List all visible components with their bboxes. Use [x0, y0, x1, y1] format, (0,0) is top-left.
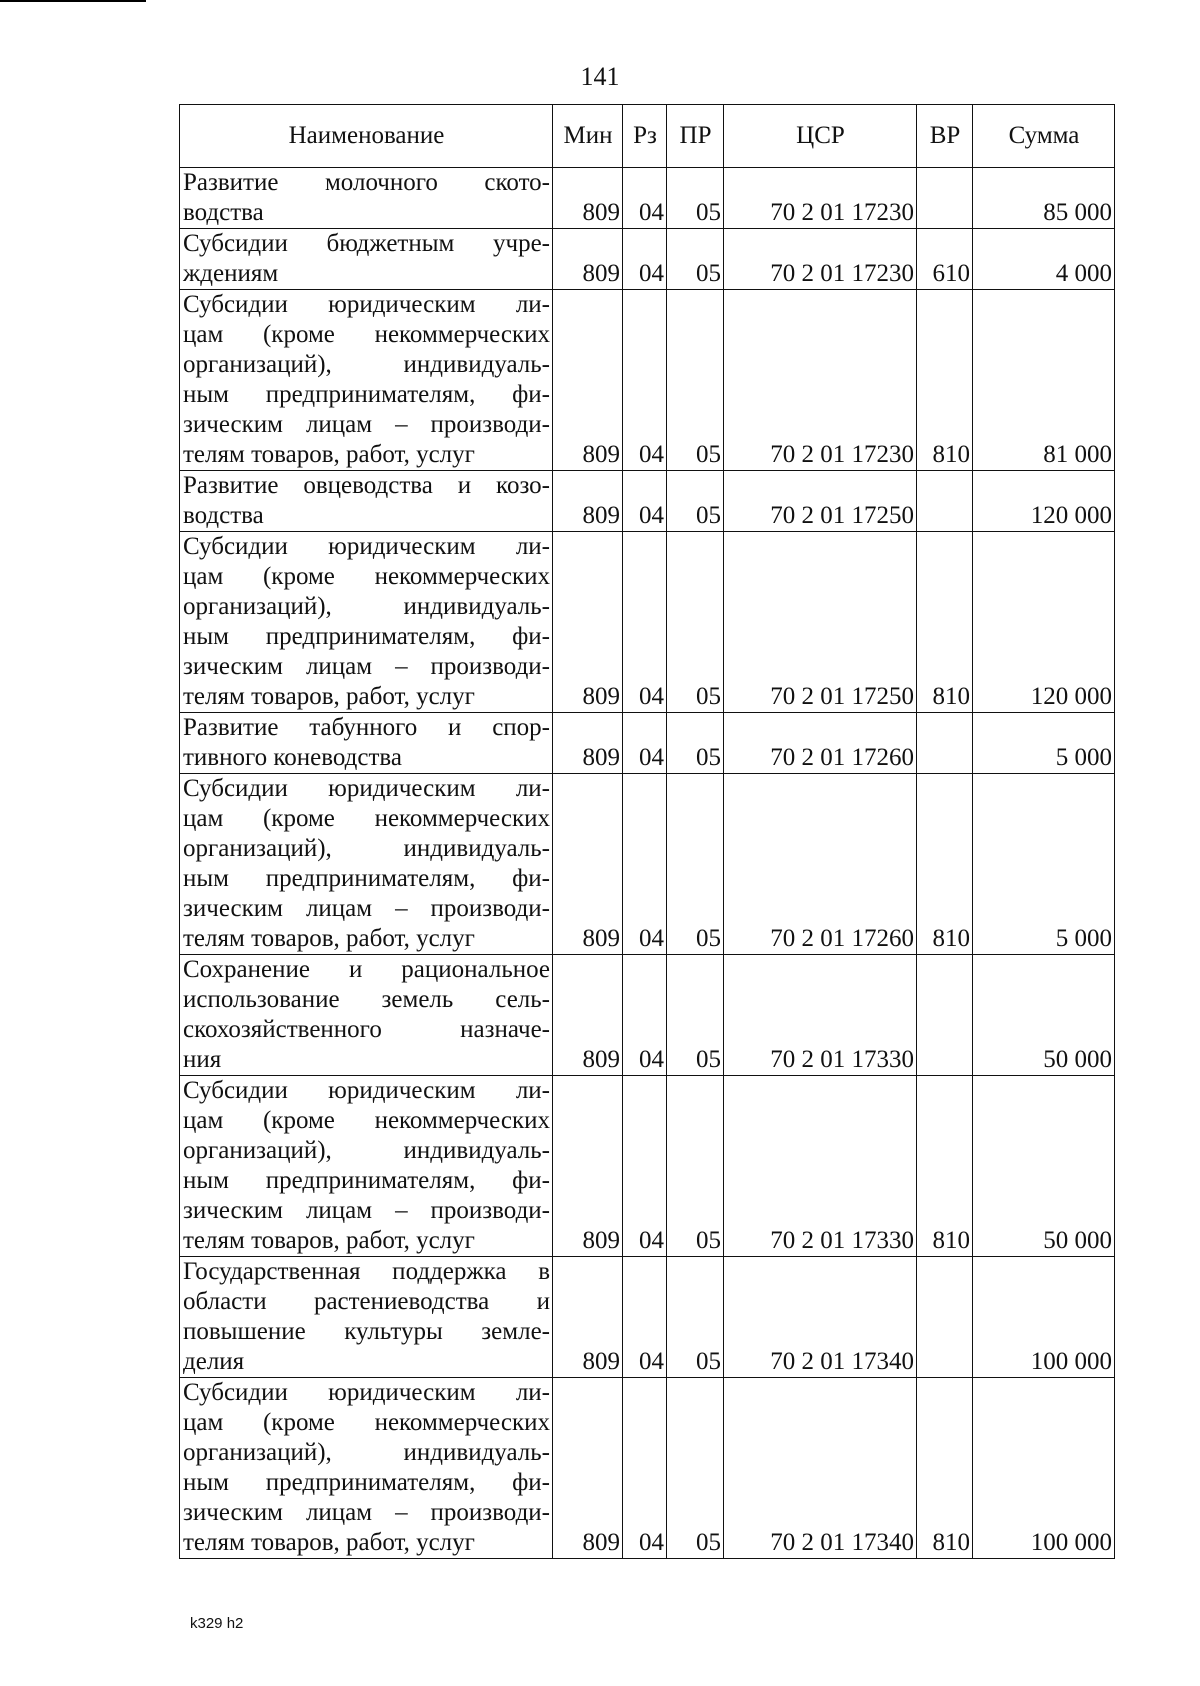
header-csr: ЦСР: [724, 105, 917, 168]
table-row: [180, 290, 1115, 471]
row-min: 809: [553, 532, 623, 713]
row-name-line: Сохранение и рациональное: [183, 956, 550, 983]
table-row: [180, 168, 1115, 229]
row-name-line: ным предпринимателям, фи-: [183, 1167, 550, 1194]
row-pr: 05: [667, 471, 724, 532]
row-name: [180, 713, 553, 774]
row-name-line: скохозяйственного назначе-: [183, 1016, 550, 1043]
row-min: 809: [553, 290, 623, 471]
row-name-line: Субсидии юридическим ли-: [183, 533, 550, 560]
row-rz: 04: [623, 955, 667, 1076]
row-min: 809: [553, 1257, 623, 1378]
header-sum: Сумма: [973, 105, 1115, 168]
row-name-line: цам (кроме некоммерческих: [183, 805, 550, 832]
row-name-line: организаций), индивидуаль-: [183, 1137, 550, 1164]
row-vr: 810: [917, 1076, 973, 1257]
row-min: 809: [553, 713, 623, 774]
row-vr: 810: [917, 532, 973, 713]
row-csr: 70 2 01 17260: [724, 774, 917, 955]
row-name: [180, 1378, 553, 1559]
row-min: 809: [553, 955, 623, 1076]
row-name-line: ным предпринимателям, фи-: [183, 865, 550, 892]
row-name-line: Государственная поддержка в: [183, 1258, 550, 1285]
header-pr: ПР: [667, 105, 724, 168]
table-row: [180, 229, 1115, 290]
row-name-line: зическим лицам – производи-: [183, 1197, 550, 1224]
row-name-line: организаций), индивидуаль-: [183, 351, 550, 378]
row-pr: 05: [667, 1378, 724, 1559]
row-sum: 85 000: [973, 168, 1115, 229]
row-name-line: ния: [183, 1046, 222, 1073]
row-name-line: Субсидии юридическим ли-: [183, 1379, 550, 1406]
header-name: Наименование: [180, 105, 553, 168]
row-sum: 5 000: [973, 774, 1115, 955]
row-name-line: зическим лицам – производи-: [183, 411, 550, 438]
row-name-line: зическим лицам – производи-: [183, 653, 550, 680]
table-row: [180, 1257, 1115, 1378]
table-row: [180, 955, 1115, 1076]
row-pr: 05: [667, 774, 724, 955]
row-name-line: телям товаров, работ, услуг: [183, 683, 475, 710]
row-name-line: организаций), индивидуаль-: [183, 835, 550, 862]
table-body: [180, 168, 1115, 1559]
row-sum: 4 000: [973, 229, 1115, 290]
row-csr: 70 2 01 17250: [724, 532, 917, 713]
row-sum: 50 000: [973, 955, 1115, 1076]
row-name-line: зическим лицам – производи-: [183, 895, 550, 922]
row-rz: 04: [623, 290, 667, 471]
row-vr: 810: [917, 1378, 973, 1559]
row-vr: [917, 1257, 973, 1378]
row-pr: 05: [667, 229, 724, 290]
row-csr: 70 2 01 17340: [724, 1257, 917, 1378]
row-pr: 05: [667, 1076, 724, 1257]
row-csr: 70 2 01 17230: [724, 290, 917, 471]
row-name-line: организаций), индивидуаль-: [183, 1439, 550, 1466]
row-name-line: использование земель сель-: [183, 986, 550, 1013]
row-name-line: водства: [183, 502, 264, 529]
row-vr: [917, 168, 973, 229]
row-csr: 70 2 01 17260: [724, 713, 917, 774]
row-name-line: организаций), индивидуаль-: [183, 593, 550, 620]
table-header-row: [180, 105, 1115, 168]
row-name: [180, 168, 553, 229]
header-vr: ВР: [917, 105, 973, 168]
row-sum: 100 000: [973, 1257, 1115, 1378]
row-rz: 04: [623, 471, 667, 532]
scan-corner-mark: [0, 0, 146, 2]
row-rz: 04: [623, 229, 667, 290]
row-name-line: ным предпринимателям, фи-: [183, 381, 550, 408]
footer-code: k329 h2: [190, 1615, 244, 1632]
row-name: [180, 532, 553, 713]
row-pr: 05: [667, 290, 724, 471]
row-name-line: цам (кроме некоммерческих: [183, 321, 550, 348]
row-name-line: Развитие табунного и спор-: [183, 714, 550, 741]
row-name: [180, 229, 553, 290]
row-name-line: области растениеводства и: [183, 1288, 550, 1315]
row-name: [180, 1257, 553, 1378]
row-rz: 04: [623, 713, 667, 774]
row-sum: 100 000: [973, 1378, 1115, 1559]
row-csr: 70 2 01 17250: [724, 471, 917, 532]
table-row: [180, 1378, 1115, 1559]
row-sum: 120 000: [973, 532, 1115, 713]
row-sum: 5 000: [973, 713, 1115, 774]
row-name-line: телям товаров, работ, услуг: [183, 441, 475, 468]
row-rz: 04: [623, 1076, 667, 1257]
row-min: 809: [553, 1076, 623, 1257]
row-name: [180, 774, 553, 955]
row-min: 809: [553, 1378, 623, 1559]
row-min: 809: [553, 168, 623, 229]
row-vr: 610: [917, 229, 973, 290]
row-name-line: телям товаров, работ, услуг: [183, 1227, 475, 1254]
page-number: 141: [580, 62, 620, 91]
row-csr: 70 2 01 17330: [724, 955, 917, 1076]
header-min: Мин: [553, 105, 623, 168]
row-name: [180, 955, 553, 1076]
row-pr: 05: [667, 168, 724, 229]
row-csr: 70 2 01 17230: [724, 229, 917, 290]
row-rz: 04: [623, 532, 667, 713]
row-sum: 81 000: [973, 290, 1115, 471]
table-row: [180, 471, 1115, 532]
row-name-line: Субсидии бюджетным учре-: [183, 230, 550, 257]
row-name-line: повышение культуры земле-: [183, 1318, 550, 1345]
row-name-line: Развитие овцеводства и козо-: [183, 472, 550, 499]
row-name-line: Развитие молочного ското-: [183, 169, 550, 196]
row-name-line: ным предпринимателям, фи-: [183, 1469, 550, 1496]
row-sum: 120 000: [973, 471, 1115, 532]
table-row: [180, 1076, 1115, 1257]
row-name-line: Субсидии юридическим ли-: [183, 775, 550, 802]
row-name-line: цам (кроме некоммерческих: [183, 1409, 550, 1436]
header-rz: Рз: [623, 105, 667, 168]
row-name-line: зическим лицам – производи-: [183, 1499, 550, 1526]
row-sum: 50 000: [973, 1076, 1115, 1257]
row-name-line: водства: [183, 199, 264, 226]
row-csr: 70 2 01 17230: [724, 168, 917, 229]
row-name-line: Субсидии юридическим ли-: [183, 1077, 550, 1104]
row-rz: 04: [623, 1257, 667, 1378]
row-name: [180, 290, 553, 471]
row-vr: [917, 471, 973, 532]
row-name-line: делия: [183, 1348, 245, 1375]
row-vr: [917, 955, 973, 1076]
row-min: 809: [553, 229, 623, 290]
row-name-line: ждениям: [183, 260, 279, 287]
row-csr: 70 2 01 17340: [724, 1378, 917, 1559]
row-rz: 04: [623, 168, 667, 229]
budget-table: [179, 104, 1115, 1559]
row-pr: 05: [667, 955, 724, 1076]
row-vr: 810: [917, 774, 973, 955]
row-name-line: телям товаров, работ, услуг: [183, 925, 475, 952]
row-name: [180, 1076, 553, 1257]
table-row: [180, 532, 1115, 713]
row-name-line: цам (кроме некоммерческих: [183, 1107, 550, 1134]
row-name-line: цам (кроме некоммерческих: [183, 563, 550, 590]
table-row: [180, 713, 1115, 774]
row-pr: 05: [667, 532, 724, 713]
row-name-line: ным предпринимателям, фи-: [183, 623, 550, 650]
row-vr: 810: [917, 290, 973, 471]
row-csr: 70 2 01 17330: [724, 1076, 917, 1257]
row-name-line: телям товаров, работ, услуг: [183, 1529, 475, 1556]
table-row: [180, 774, 1115, 955]
row-name: [180, 471, 553, 532]
row-pr: 05: [667, 713, 724, 774]
row-name-line: Субсидии юридическим ли-: [183, 291, 550, 318]
row-vr: [917, 713, 973, 774]
row-rz: 04: [623, 774, 667, 955]
row-min: 809: [553, 774, 623, 955]
row-pr: 05: [667, 1257, 724, 1378]
row-rz: 04: [623, 1378, 667, 1559]
row-name-line: тивного коневодства: [183, 744, 402, 771]
row-min: 809: [553, 471, 623, 532]
